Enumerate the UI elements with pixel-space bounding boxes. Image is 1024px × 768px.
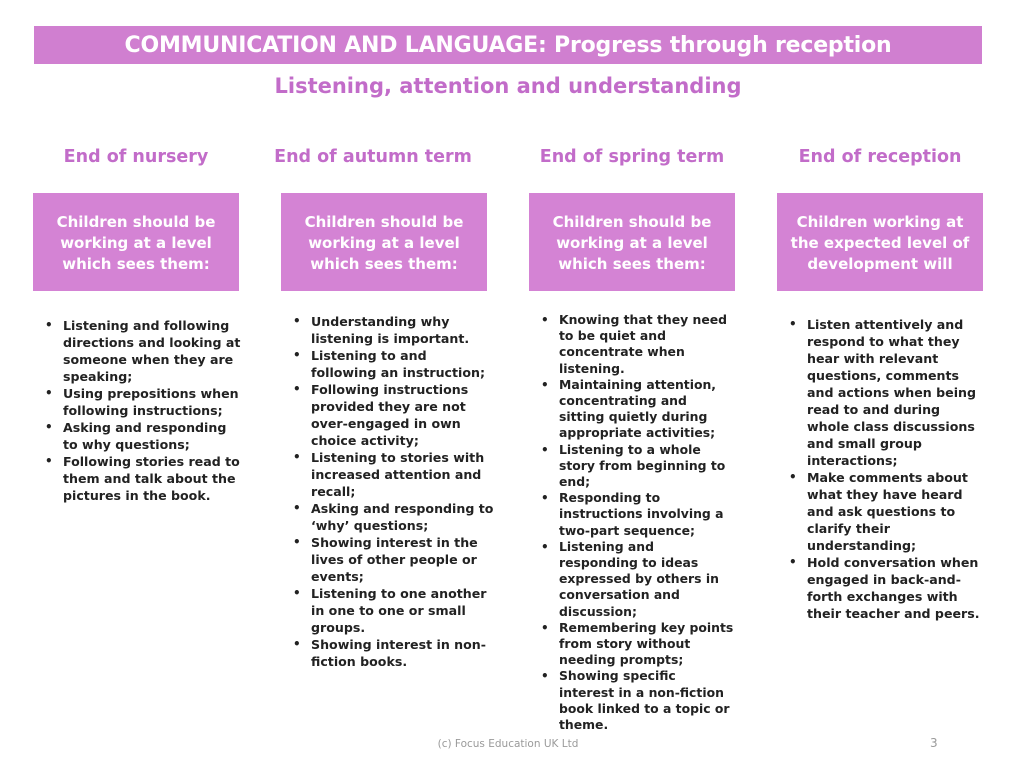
page-number: 3 [930,736,938,750]
list-item: • Showing specific interest in a non-fiction book linked to a topic or theme. [541,668,730,733]
lead-box-autumn: Children should be working at a level which sees them: [281,193,487,291]
list-item: • Showing interest in non-fiction books. [293,637,486,669]
list-reception [786,316,982,622]
list-item: • Hold conversation when engaged in back-and-forth exchanges with their teacher and peers. [789,555,980,621]
list-item: • Remembering key points from story without needing prompts; [541,619,734,668]
list-item: • Showing interest in the lives of other people or events; [293,535,478,584]
list-item: • Listening to and following an instruction; [293,348,486,380]
list-item: • Using prepositions when following instructions; [45,386,239,418]
page-subtitle: Listening, attention and understanding [274,74,742,98]
list-item: • Listening and responding to ideas expressed by others in conversation and discussion; [541,538,719,619]
page-title: COMMUNICATION AND LANGUAGE: Progress through reception [124,32,892,58]
list-item: • Listening and following directions and looking at someone when they are speaking; [45,318,241,384]
list-item: • Following stories read to them and talk about the pictures in the book. [45,454,240,503]
title-bar [34,26,982,64]
list-nursery [42,317,242,504]
list-item: • Listening to stories with increased attention and recall; [293,450,485,499]
list-item: • Listening to one another in one to one or small groups. [293,586,487,635]
list-spring [538,312,734,733]
lead-box-nursery: Children should be working at a level which sees them: [33,193,239,291]
list-item: • Make comments about what they have heard and ask questions to clarify their understanding; [789,470,968,553]
list-item: • Responding to instructions involving a two-part sequence; [541,490,724,538]
column-heading-reception: End of reception [798,147,962,167]
list-item: • Asking and responding to why questions; [45,420,227,452]
lead-box-spring: Children should be working at a level which sees them: [529,193,735,291]
list-item: • Following instructions provided they are not over-engaged in own choice activity; [293,382,469,448]
column-heading-nursery: End of nursery [63,147,209,167]
copyright-footer: (c) Focus Education UK Ltd [437,738,579,750]
lead-box-reception: Children working at the expected level of development will [777,193,983,291]
column-heading-autumn: End of autumn term [274,147,472,167]
list-item: • Listen attentively and respond to what they hear with relevant questions, comments and actions when being read to and during whole class discussions and small group interactions; [789,317,977,468]
column-heading-spring: End of spring term [539,147,725,167]
list-item: • Asking and responding to ‘why’ questions; [293,501,494,533]
list-item: • Understanding why listening is important. [293,314,470,346]
list-item: • Knowing that they need to be quiet and concentrate when listening. [541,312,728,376]
list-item: • Maintaining attention, concentrating and sitting quietly during appropriate activities; [541,376,717,441]
list-autumn [290,313,494,670]
list-item: • Listening to a whole story from beginning to end; [541,441,726,490]
